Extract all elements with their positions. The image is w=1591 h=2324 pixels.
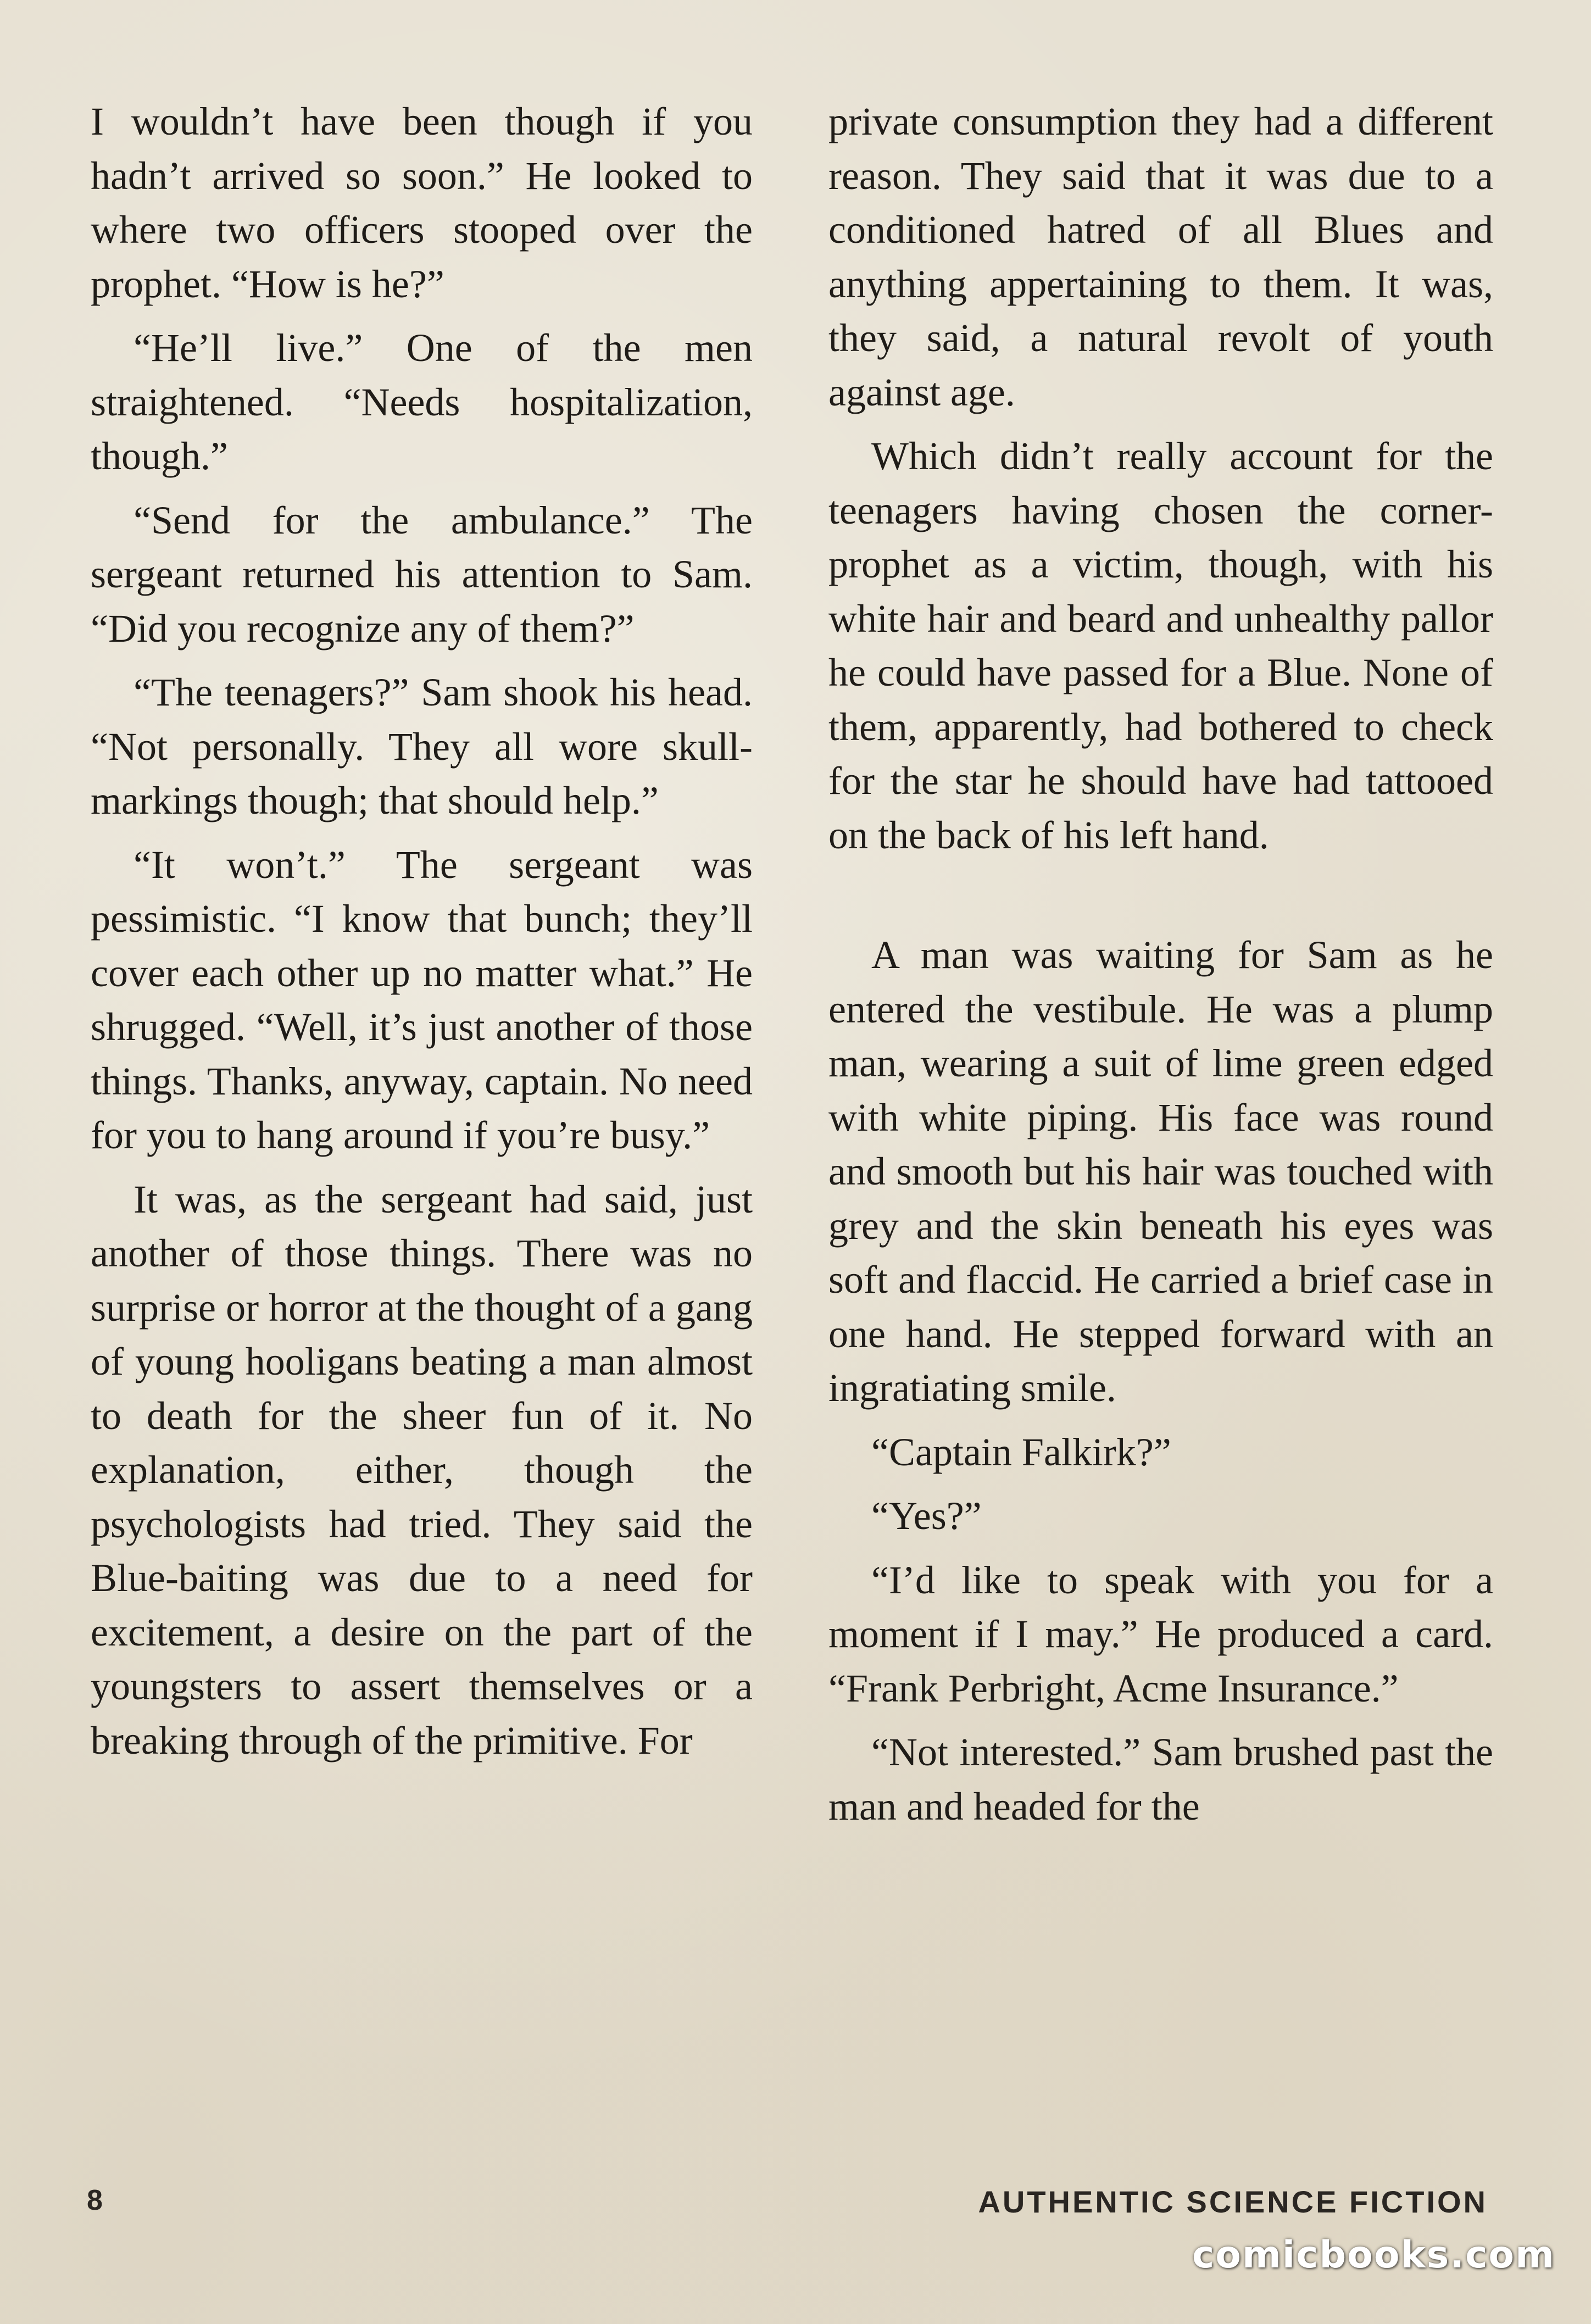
paragraph: A man was waiting for Sam as he entered the vestibule. He was a plump man, wearing a suit of lime green edged with white piping. His face was round and smooth but his hair was touched with grey and the skin beneath his eyes was soft and flaccid. He carried a brief case in one hand. He stepped forward with an ingratiating smile. bbox=[828, 933, 1493, 1410]
paragraph: “He’ll live.” One of the men straightened. “Needs hospitalization, though.” bbox=[91, 326, 753, 478]
paragraph: Which didn’t really account for the teenagers having chosen the corner-prophet as a victim, though, with his white hair and beard and unhealthy pallor he could have passed for a Blue. None of them, apparently, had bothered to check for the star he should have had tattooed on the back of his left hand. bbox=[828, 434, 1493, 857]
watermark: comicbooks.com bbox=[1192, 2233, 1555, 2277]
paragraph: “Send for the ambulance.” The sergeant returned his attention to Sam. “Did you recognize any of them?” bbox=[91, 498, 753, 651]
page-number: 8 bbox=[87, 2184, 103, 2216]
paragraph: “I’d like to speak with you for a moment if I may.” He produced a card. “Frank Perbright, Acme Insurance.” bbox=[828, 1558, 1493, 1710]
paragraph: “The teenagers?” Sam shook his head. “Not personally. They all wore skull-markings though; that should help.” bbox=[91, 670, 753, 822]
paragraph: “Captain Falkirk?” bbox=[871, 1430, 1171, 1474]
paragraph: It was, as the sergeant had said, just another of those things. There was no surprise or horror at the thought of a gang of young hooligans beating a man almost to death for the sheer fun of it. No explanation, either, though the psychologists had tried. They said the Blue-baiting was due to a need for excitement, a desire on the part of the youngsters to assert themselves or a breaking through of the primitive. For bbox=[91, 1177, 753, 1763]
paragraph: “It won’t.” The sergeant was pessimistic. “I know that bunch; they’ll cover each other up no matter what.” He shrugged. “Well, it’s just another of those things. Thanks, anyway, captain. No need for you to hang around if you’re busy.” bbox=[91, 842, 753, 1157]
paragraph: I wouldn’t have been though if you hadn’t arrived so soon.” He looked to where two officers stooped over the prophet. “How is he?” bbox=[91, 99, 753, 306]
paragraph: “Not interested.” Sam brushed past the man and headed for the bbox=[828, 1730, 1493, 1828]
paragraph: “Yes?” bbox=[871, 1494, 982, 1538]
left-text-column bbox=[91, 94, 753, 1777]
paragraph: private consumption they had a different reason. They said that it was due to a conditioned hatred of all Blues and anything appertaining to them. It was, they said, a natural revolt of youth against age. bbox=[828, 99, 1493, 414]
right-text-column bbox=[828, 94, 1493, 1843]
running-footer-title: AUTHENTIC SCIENCE FICTION bbox=[978, 2184, 1488, 2219]
